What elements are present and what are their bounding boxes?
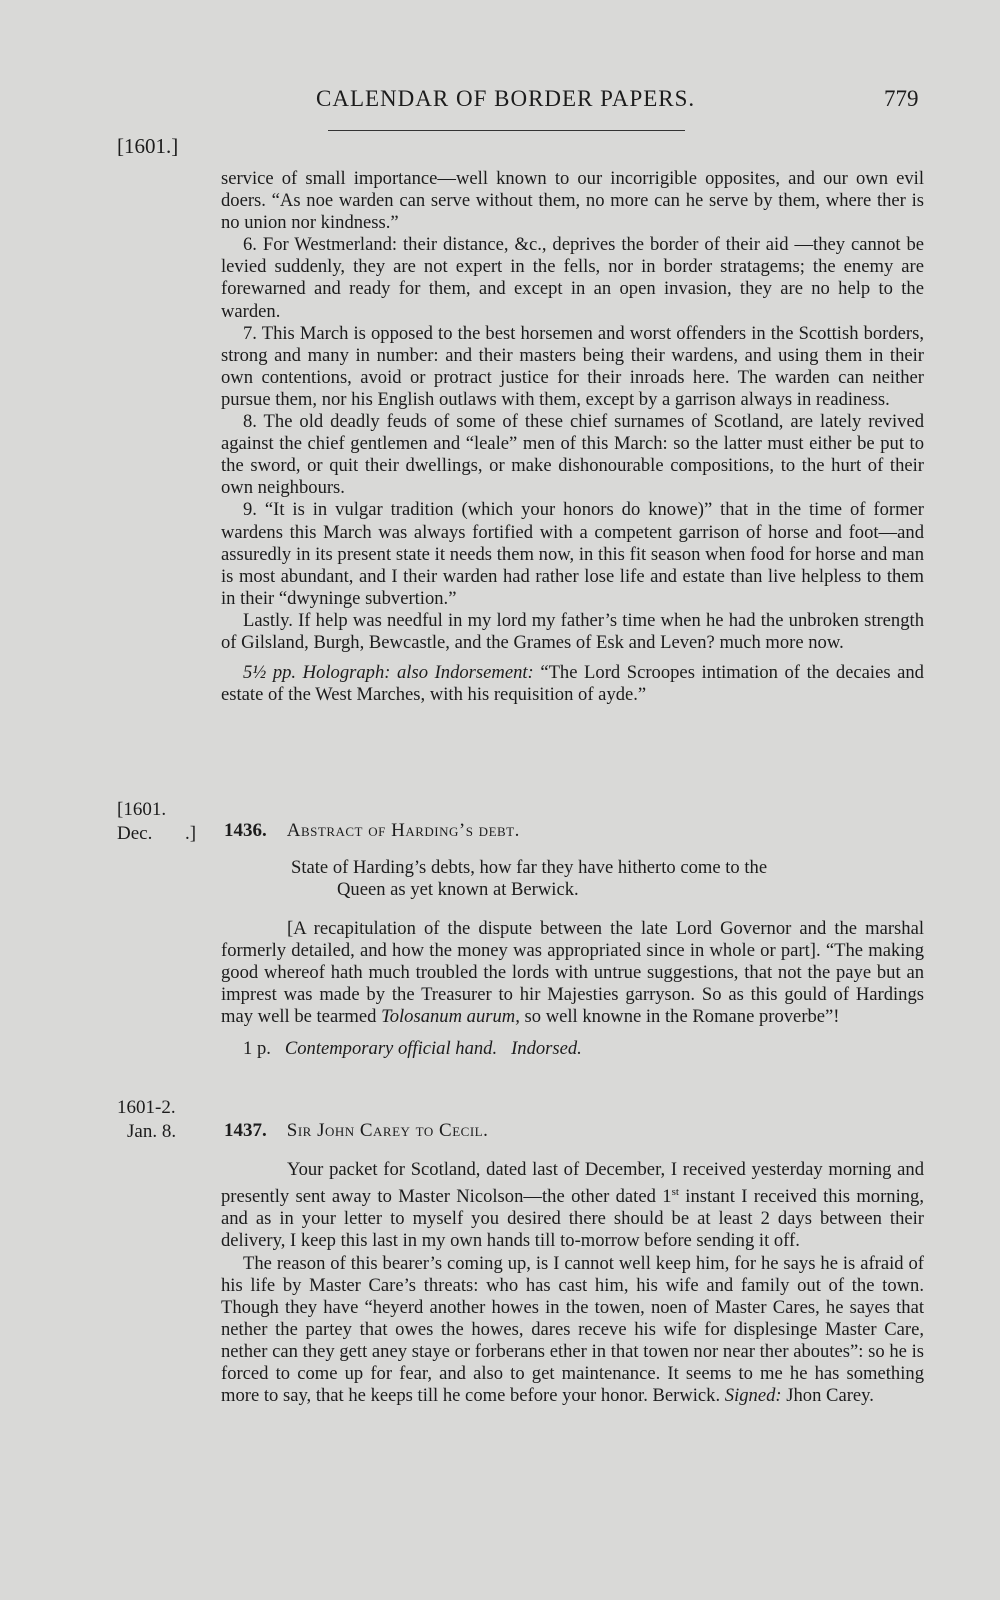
paragraph — [221, 918, 924, 1028]
desc-hand: Holograph: also Indorsement: — [302, 662, 534, 684]
document-description — [221, 662, 924, 706]
paragraph-6: 6. For Westmerland: their distance, &c., deprives the border of their aid —they cannot be levied suddenly, they are not expert in the fells, nor in border stratagems; the enemy are forewarned and ready for them, and except in an open invasion, they are no help to the warden. — [221, 234, 924, 322]
paragraph — [221, 1159, 924, 1253]
body-text-end: so well knowne in the Romane proverbe”! — [524, 1006, 840, 1028]
ordinal-suffix: st — [671, 1186, 679, 1199]
entry-number: 1437. — [224, 1120, 267, 1141]
latin-phrase: Tolosanum aurum, — [381, 1006, 520, 1028]
entry-1436-heading — [224, 820, 520, 842]
body-text: The reason of this bearer’s coming up, is I cannot well keep him, for he says he is afraid of his life by Master Care’s threats: who has cast him, his wife and family out of the town. Though they have “heyerd another howes in the towen, noen of Master Cares, he sayes that nether the partey that owes the howes, dares receve his wife for displesinge Master Care, nether can they gett aney staye or forberans ether in that towen nor near ther aboutes”: so he is forced to come up for fear, and also to get maintenance. It seems to me he has something more to say, that he keeps till he come before your honor. Berwick. — [221, 1252, 924, 1407]
body-text: [A recapitulation of the dispute between the late Lord Governor and the marshal formerly detailed, and how the money was appropriated since in whole or part]. “The making good whereof hath much troubled the lords with untrue suggestions, that not the paye but an imprest was made by the Treasurer to hir Majesties garryson. So as this gould of Hardings may well be tearmed — [221, 918, 924, 1028]
paragraph — [221, 1253, 924, 1408]
paragraph-lastly: Lastly. If help was needful in my lord my father’s time when he had the unbroken strength of Gilsland, Burgh, Bewcastle, and the Grames of Esk and Leven? much more now. — [221, 609, 924, 653]
body-text: Your packet for Scotland, dated last of December, I received yesterday morning and presently sent away to Master Nicolson—the other dated 1 — [221, 1159, 924, 1208]
paragraph: service of small importance—well known to our incorrigible opposites, and our own evil doers. “As noe warden can serve without them, no more can he serve by them, where ther is no union nor kindness.” — [221, 168, 924, 234]
continuation-text — [221, 168, 924, 706]
summary-line: State of Harding’s debts, how far they have hitherto come to the — [291, 857, 768, 878]
entry-1437-heading — [224, 1120, 488, 1142]
entry-title: Sir John Carey to Cecil. — [286, 1120, 489, 1141]
document-description — [221, 1038, 924, 1060]
margin-year: [1601.] — [117, 134, 179, 158]
desc-text: “The Lord Scroopes intimation of the decaies and estate of the West Marches, with his requisition of ayde.” — [221, 662, 924, 706]
signed-label: Signed: — [724, 1385, 782, 1407]
entry-1437-body — [221, 1159, 924, 1407]
paragraph-8: 8. The old deadly feuds of some of these chief surnames of Scotland, are lately revived against the chief gentlemen and “leale” men of this March: so the latter must either be put to the sword, or quit their dwellings, or make dishonourable compositions, to the hurt of their own neighbours. — [221, 411, 924, 499]
paragraph-7: 7. This March is opposed to the best horsemen and worst offenders in the Scottish borders, strong and many in number: and their masters being their wardens, and using them in their own contentions, avoid or protract justice for their inroads here. The warden can neither pursue them, nor his English outlaws with them, except by a garrison always in readiness. — [221, 322, 924, 410]
desc-endorsed: Indorsed. — [511, 1038, 582, 1060]
page-number: 779 — [884, 86, 919, 111]
body-text: instant I received this morning, and as in your letter to myself you desired there should be at least 2 days between their delivery, I keep this last in my own hands till to-morrow before sending it off. — [221, 1186, 924, 1252]
margin-date-1436-month: Dec. — [117, 823, 153, 844]
desc-pages: 1 p. — [243, 1038, 271, 1060]
entry-title: Abstract of Harding’s debt. — [286, 820, 520, 841]
entry-number: 1436. — [224, 820, 267, 841]
margin-date-1436-bracket: .] — [185, 823, 197, 844]
summary-line: Queen as yet known at Berwick. — [337, 879, 579, 901]
page-header — [0, 86, 1000, 120]
header-rule — [328, 130, 685, 131]
entry-1436-summary — [291, 857, 924, 901]
signatory: Jhon Carey. — [786, 1385, 874, 1407]
running-title: CALENDAR OF BORDER PAPERS. — [316, 86, 696, 111]
desc-pages: 5½ pp. — [243, 662, 297, 684]
margin-date-1437-year: 1601-2. — [117, 1097, 176, 1118]
margin-date-1437-day: Jan. 8. — [127, 1121, 177, 1142]
desc-hand: Contemporary official hand. — [284, 1038, 498, 1060]
paragraph-9: 9. “It is in vulgar tradition (which your honors do knowe)” that in the time of former wardens this March was always fortified with a competent garrison of horse and foot—and assuredly in its present state it needs them now, in this fit season when food for horse and man is most abundant, and I their warden had rather lose life and estate than live helpless to them in their “dwyninge subvertion.” — [221, 499, 924, 609]
entry-1436-body — [221, 918, 924, 1061]
margin-date-1436-line1: [1601. — [117, 799, 167, 820]
